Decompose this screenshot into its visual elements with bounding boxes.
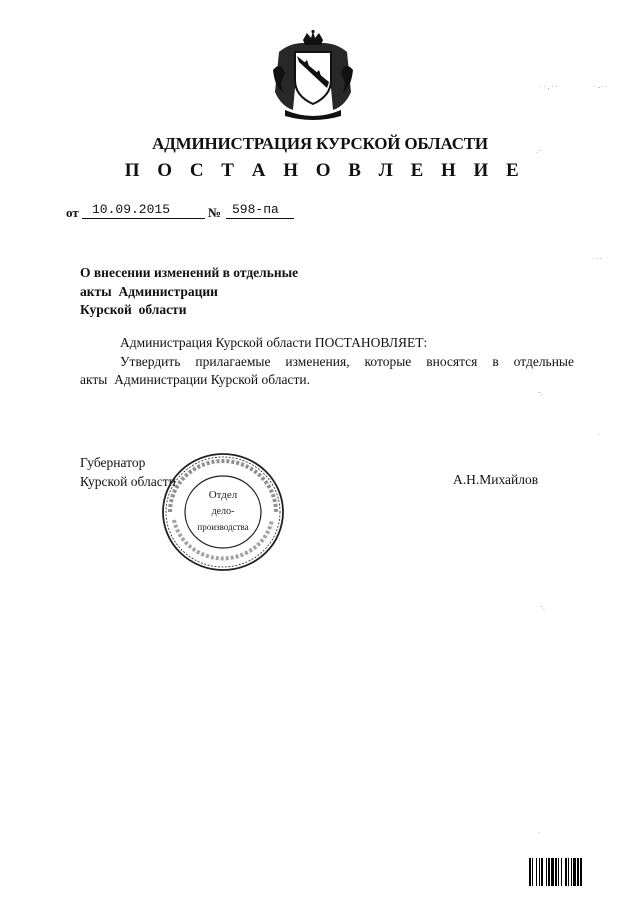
barcode-bar — [573, 858, 576, 886]
subject-line: акты Администрации — [80, 283, 218, 299]
number-underline — [226, 218, 294, 219]
barcode-bar — [548, 858, 550, 886]
barcode-bar — [551, 858, 554, 886]
document-body — [80, 334, 574, 390]
scan-speck: ·ˉ — [536, 150, 541, 157]
barcode-bar — [565, 858, 567, 886]
decree-paragraph: Администрация Курской области ПОСТАНОВЛЯЕТ: — [120, 335, 428, 350]
coat-of-arms-emblem — [271, 30, 355, 122]
document-date: 10.09.2015 — [92, 202, 171, 217]
barcode-bar — [532, 858, 533, 886]
barcode-bar — [529, 858, 531, 886]
scan-speck: · · ‚ · · — [540, 84, 558, 91]
document-subject — [80, 264, 380, 320]
document-type-title: П О С Т А Н О В Л Е Н И Е — [124, 160, 526, 181]
office-stamp — [158, 448, 288, 576]
number-label: № — [208, 205, 222, 220]
scan-speck: ˉ· — [540, 606, 545, 613]
scan-speck: ˉ· — [538, 392, 543, 399]
signatory-name: А.Н.Михайлов — [453, 472, 539, 487]
barcode-bar — [536, 858, 537, 886]
document-number: 598-па — [232, 202, 279, 217]
stamp-center-line: производства — [197, 522, 249, 532]
barcode — [529, 858, 613, 886]
subject-line: О внесении изменений в отдельные — [80, 265, 299, 280]
subject-line: Курской области — [80, 302, 187, 317]
body-line: акты Администрации Курской области. — [80, 372, 310, 387]
barcode-bar — [558, 858, 559, 886]
scan-speck: · - · · — [594, 84, 608, 91]
signatory-title-line: Губернатор — [80, 455, 146, 470]
date-label: от — [66, 205, 79, 220]
barcode-bar — [580, 858, 582, 886]
barcode-bar — [561, 858, 562, 886]
scan-speck: · — [538, 830, 540, 837]
barcode-bar — [555, 858, 557, 886]
scan-speck: · · · — [592, 256, 602, 263]
stamp-center-line: Отдел — [208, 489, 238, 501]
signatory-title-line: Курской области — [80, 473, 176, 489]
barcode-bar — [568, 858, 569, 886]
barcode-bar — [541, 858, 543, 886]
agency-title: АДМИНИСТРАЦИЯ КУРСКОЙ ОБЛАСТИ — [152, 134, 488, 153]
barcode-bar — [546, 858, 547, 886]
barcode-bar — [571, 858, 572, 886]
date-underline — [82, 218, 205, 219]
stamp-center-line: дело- — [211, 506, 235, 517]
scan-speck: · — [598, 432, 600, 439]
document-number-line — [66, 200, 326, 224]
barcode-bar — [577, 858, 579, 886]
body-line: Утвердить прилагаемые изменения, которые вносятся в отдельные — [120, 353, 574, 369]
barcode-bar — [539, 858, 540, 886]
